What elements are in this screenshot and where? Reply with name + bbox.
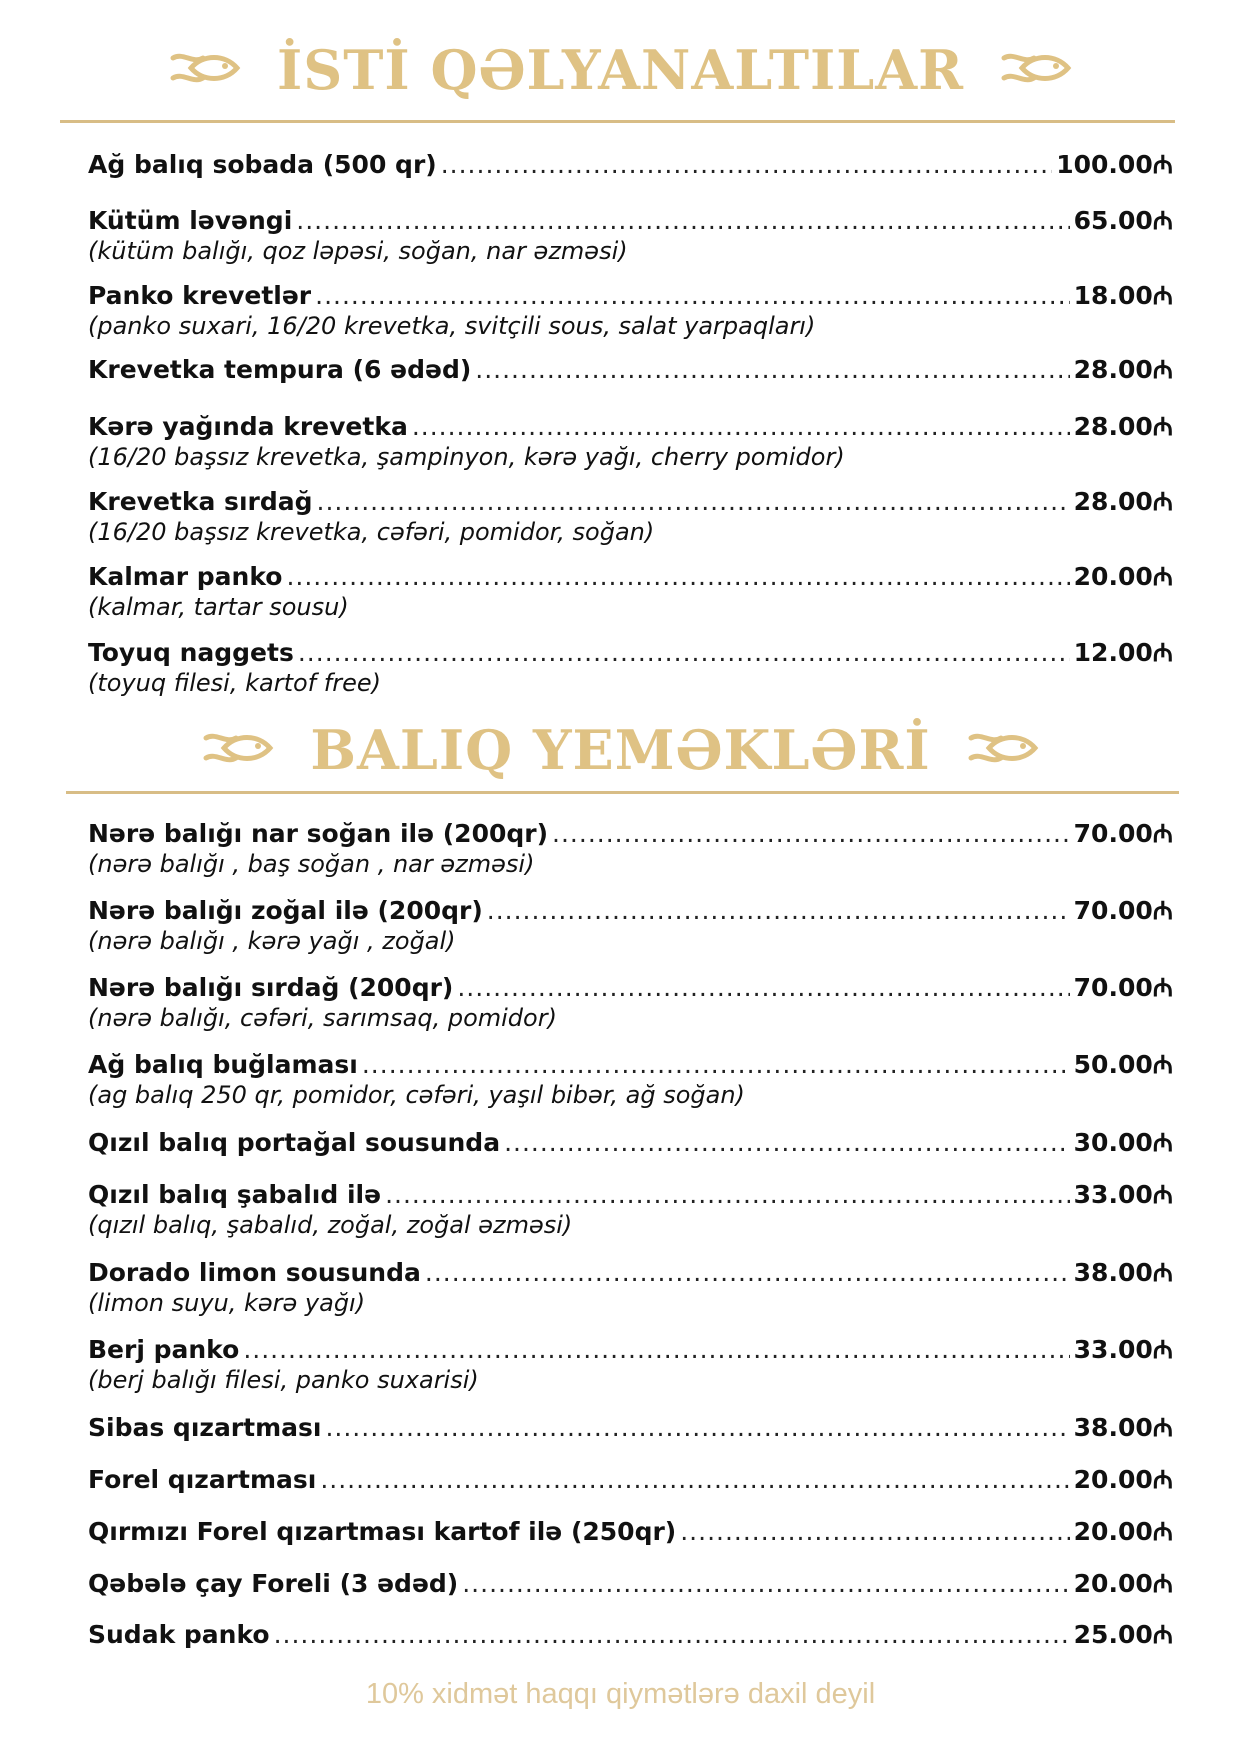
fish-ornament-icon (1000, 48, 1072, 92)
fish-ornament-icon (169, 48, 241, 92)
item-price: 70.00 (1073, 973, 1153, 1002)
item-name: Qəbələ çay Foreli (3 ədəd) (88, 1569, 459, 1598)
item-name: Qırmızı Forel qızartması kartof ilə (250qr) (88, 1517, 677, 1546)
item-price: 70.00 (1073, 896, 1153, 925)
item-description: (kalmar, tartar sousu) (88, 593, 349, 621)
manat-currency-icon: ₼ (1152, 281, 1173, 310)
item-name: Berj panko (88, 1335, 240, 1364)
dot-leader (362, 1048, 1070, 1082)
item-name: Qızıl balıq portağal sousunda (88, 1128, 501, 1157)
dot-leader (320, 1463, 1069, 1497)
dot-leader (552, 817, 1070, 851)
menu-item (88, 204, 1173, 264)
menu-item (88, 894, 1173, 954)
menu-item (88, 560, 1173, 620)
manat-currency-icon: ₼ (1152, 1258, 1173, 1287)
item-name: Kalmar panko (88, 562, 283, 591)
item-price: 28.00 (1073, 355, 1153, 384)
menu-item (88, 1178, 1173, 1238)
menu-item (88, 485, 1173, 545)
item-description: (berj balığı filesi, panko suxarisi) (88, 1366, 479, 1394)
dot-leader (325, 1411, 1069, 1445)
dot-leader (317, 485, 1070, 519)
manat-currency-icon: ₼ (1152, 150, 1173, 179)
dot-leader (457, 971, 1069, 1005)
manat-currency-icon: ₼ (1152, 355, 1173, 384)
dot-leader (462, 1567, 1069, 1601)
menu-item (88, 1515, 1173, 1549)
fish-ornament-icon (967, 728, 1039, 772)
manat-currency-icon: ₼ (1152, 412, 1173, 441)
item-description: (nərə balığı , kərə yağı , zoğal) (88, 927, 456, 955)
manat-currency-icon: ₼ (1152, 1413, 1173, 1442)
menu-item (88, 817, 1173, 877)
item-name: Nərə balığı nar soğan ilə (200qr) (88, 819, 549, 848)
section-header-hot-appetizers (0, 38, 1241, 102)
item-price: 12.00 (1073, 638, 1153, 667)
dot-leader (412, 410, 1070, 444)
dot-leader (487, 894, 1070, 928)
manat-currency-icon: ₼ (1152, 1465, 1173, 1494)
item-price: 38.00 (1073, 1258, 1153, 1287)
item-description: (16/20 başsız krevetka, şampinyon, kərə yağı, cherry pomidor) (88, 443, 845, 471)
item-description: (toyuq filesi, kartof free) (88, 669, 381, 697)
service-charge-note: 10% xidmət haqqı qiymətlərə daxil deyil (365, 1678, 876, 1710)
menu-item (88, 1048, 1173, 1108)
item-name: Krevetka sırdağ (88, 487, 313, 516)
manat-currency-icon: ₼ (1152, 1335, 1173, 1364)
manat-currency-icon: ₼ (1152, 973, 1173, 1002)
menu-item (88, 353, 1173, 387)
manat-currency-icon: ₼ (1152, 206, 1173, 235)
item-price: 70.00 (1073, 819, 1153, 848)
item-name: Nərə balığı sırdağ (200qr) (88, 973, 454, 1002)
item-description: (qızıl balıq, şabalıd, zoğal, zoğal əzməsi) (88, 1211, 573, 1239)
menu-item (88, 1256, 1173, 1316)
item-description: (16/20 başsız krevetka, cəfəri, pomidor, soğan) (88, 518, 655, 546)
dot-leader (441, 148, 1053, 182)
manat-currency-icon: ₼ (1152, 1517, 1173, 1546)
menu-item (88, 971, 1173, 1031)
dot-leader (274, 1618, 1070, 1652)
item-description: (nərə balığı , baş soğan , nar əzməsi) (88, 850, 535, 878)
item-name: Kərə yağında krevetka (88, 412, 408, 441)
item-price: 20.00 (1073, 1465, 1153, 1494)
dot-leader (504, 1126, 1070, 1160)
item-price: 28.00 (1073, 487, 1153, 516)
menu-item (88, 636, 1173, 696)
dot-leader (425, 1256, 1070, 1290)
item-price: 25.00 (1073, 1620, 1153, 1649)
section-divider (66, 791, 1179, 794)
manat-currency-icon: ₼ (1152, 1050, 1173, 1079)
dot-leader (315, 279, 1070, 313)
item-price: 33.00 (1073, 1180, 1153, 1209)
item-description: (kütüm balığı, qoz ləpəsi, soğan, nar əzməsi) (88, 237, 628, 265)
item-name: Sudak panko (88, 1620, 270, 1649)
item-price: 20.00 (1073, 562, 1153, 591)
item-price: 20.00 (1073, 1517, 1153, 1546)
dot-leader (298, 636, 1070, 670)
item-name: Panko krevetlər (88, 281, 312, 310)
menu-item (88, 1618, 1173, 1652)
item-description: (nərə balığı, cəfəri, sarımsaq, pomidor) (88, 1004, 557, 1032)
section-divider (60, 120, 1175, 123)
item-name: Kütüm ləvəngi (88, 206, 293, 235)
manat-currency-icon: ₼ (1152, 1180, 1173, 1209)
item-name: Toyuq naggets (88, 638, 294, 667)
item-name: Sibas qızartması (88, 1413, 322, 1442)
menu-item (88, 1567, 1173, 1601)
fish-ornament-icon (202, 728, 274, 772)
item-name: Krevetka tempura (6 ədəd) (88, 355, 472, 384)
item-description: (ag balıq 250 qr, pomidor, cəfəri, yaşıl bibər, ağ soğan) (88, 1081, 745, 1109)
dot-leader (296, 204, 1069, 238)
item-price: 18.00 (1073, 281, 1153, 310)
dot-leader (243, 1333, 1069, 1367)
section-header-fish-dishes (0, 718, 1241, 782)
item-price: 33.00 (1073, 1335, 1153, 1364)
menu-item (88, 279, 1173, 339)
manat-currency-icon: ₼ (1152, 487, 1173, 516)
item-name: Ağ balıq buğlaması (88, 1050, 358, 1079)
menu-item (88, 1411, 1173, 1445)
manat-currency-icon: ₼ (1152, 1569, 1173, 1598)
item-name: Forel qızartması (88, 1465, 317, 1494)
item-description: (panko suxari, 16/20 krevetka, svitçili sous, salat yarpaqları) (88, 312, 816, 340)
item-description: (limon suyu, kərə yağı) (88, 1289, 366, 1317)
manat-currency-icon: ₼ (1152, 638, 1173, 667)
item-name: Ağ balıq sobada (500 qr) (88, 150, 437, 179)
item-price: 20.00 (1073, 1569, 1153, 1598)
item-price: 65.00 (1073, 206, 1153, 235)
manat-currency-icon: ₼ (1152, 896, 1173, 925)
menu-item (88, 410, 1173, 470)
menu-item (88, 1333, 1173, 1393)
item-price: 30.00 (1073, 1128, 1153, 1157)
item-name: Dorado limon sousunda (88, 1258, 421, 1287)
menu-item (88, 148, 1173, 182)
manat-currency-icon: ₼ (1152, 1620, 1173, 1649)
item-price: 38.00 (1073, 1413, 1153, 1442)
menu-item (88, 1126, 1173, 1160)
manat-currency-icon: ₼ (1152, 819, 1173, 848)
manat-currency-icon: ₼ (1152, 1128, 1173, 1157)
item-price: 50.00 (1073, 1050, 1153, 1079)
item-price: 28.00 (1073, 412, 1153, 441)
dot-leader (680, 1515, 1069, 1549)
dot-leader (475, 353, 1069, 387)
section-title: BALIQ YEMƏKLƏRİ (310, 718, 931, 782)
manat-currency-icon: ₼ (1152, 562, 1173, 591)
menu-item (88, 1463, 1173, 1497)
item-name: Nərə balığı zoğal ilə (200qr) (88, 896, 483, 925)
dot-leader (286, 560, 1069, 594)
section-title: İSTİ QƏLYANALTILAR (276, 38, 965, 102)
item-name: Qızıl balıq şabalıd ilə (88, 1180, 382, 1209)
dot-leader (385, 1178, 1070, 1212)
item-price: 100.00 (1056, 150, 1153, 179)
